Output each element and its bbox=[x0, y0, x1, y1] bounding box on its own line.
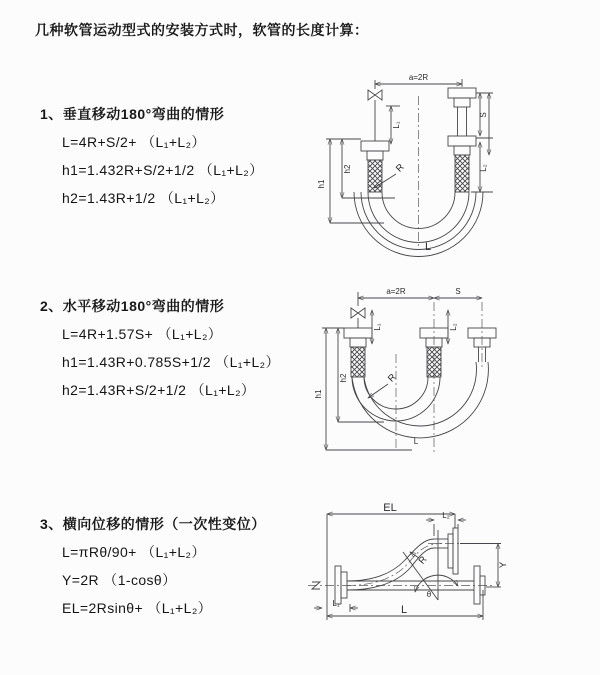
formula-line: L=4R+1.57S+ （L₁+L₂） bbox=[62, 326, 223, 342]
formula-line: EL=2Rsinθ+ （L₁+L₂） bbox=[62, 600, 213, 616]
dim-label-l2: L₂ bbox=[479, 164, 488, 172]
left-pipe bbox=[361, 100, 389, 192]
straight-pipe bbox=[347, 566, 485, 604]
diagram-vertical-180-bend bbox=[310, 66, 592, 260]
right-pipe bbox=[448, 88, 476, 192]
left-pipe bbox=[344, 328, 372, 377]
section-vertical-move bbox=[40, 100, 264, 212]
length-label: L bbox=[424, 241, 432, 253]
dimension-h1 bbox=[314, 328, 412, 450]
radius-label: R bbox=[385, 371, 399, 385]
radius-label: R bbox=[393, 161, 407, 175]
section-horizontal-move bbox=[40, 292, 280, 404]
dimension-l2 bbox=[426, 511, 466, 536]
dimension-a2r bbox=[358, 287, 434, 306]
dimension-y bbox=[460, 544, 509, 588]
dim-label-a2r: a=2R bbox=[408, 73, 429, 82]
section-1-heading: 1、垂直移动180°弯曲的情形 bbox=[40, 106, 225, 122]
radius-label: R bbox=[416, 554, 430, 567]
dim-label-h1: h1 bbox=[314, 389, 323, 399]
radius-leader bbox=[368, 372, 399, 398]
dim-label-h2: h2 bbox=[343, 164, 352, 174]
dimension-l1 bbox=[386, 106, 401, 144]
valve-icon bbox=[368, 90, 382, 100]
dim-label-a2r: a=2R bbox=[386, 287, 406, 296]
formula-line: h2=1.43R+S/2+1/2 （L₁+L₂） bbox=[62, 382, 256, 398]
angle-construction bbox=[403, 530, 458, 600]
formula-line: Y=2R （1-cosθ） bbox=[62, 572, 177, 588]
dimension-s bbox=[434, 287, 482, 298]
dimension-a2r bbox=[375, 73, 462, 89]
dimension-l2 bbox=[471, 142, 493, 192]
formula-line: h2=1.43R+1/2 （L₁+L₂） bbox=[62, 190, 225, 206]
dim-label-l1: L₁ bbox=[392, 121, 401, 129]
dim-label-y: Y bbox=[498, 561, 509, 569]
dimension-l1 bbox=[372, 310, 382, 344]
dimension-el bbox=[327, 502, 455, 620]
middle-pipe bbox=[420, 328, 448, 377]
dimension-l2 bbox=[448, 310, 458, 344]
length-label: L bbox=[413, 437, 419, 446]
formula-line: L=πRθ/90+ （L₁+L₂） bbox=[62, 544, 206, 560]
hose-u-arcs bbox=[352, 362, 488, 438]
page-title: 几种软管运动型式的安装方式时，软管的长度计算： bbox=[35, 22, 369, 38]
dim-label-h2: h2 bbox=[339, 373, 348, 383]
angle-label: θ bbox=[426, 590, 432, 599]
valve-icon bbox=[351, 308, 365, 328]
section-3-heading: 3、横向位移的情形（一次性变位） bbox=[40, 516, 266, 532]
dim-label-h1: h1 bbox=[317, 179, 326, 189]
dimension-l1 bbox=[314, 599, 358, 612]
section-lateral-displacement bbox=[40, 510, 266, 622]
dim-label-l2: L₂ bbox=[442, 511, 450, 520]
dim-label-l1: L₁ bbox=[373, 323, 382, 331]
dimension-s bbox=[476, 93, 493, 155]
formula-line: h1=1.432R+S/2+1/2 （L₁+L₂） bbox=[62, 162, 264, 178]
dim-label-l1: L₁ bbox=[332, 599, 340, 608]
diagram-lateral-displacement bbox=[302, 498, 598, 652]
dim-label-l2: L₂ bbox=[449, 323, 458, 331]
section-2-heading: 2、水平移动180°弯曲的情形 bbox=[40, 298, 225, 314]
formula-line: h1=1.43R+0.785S+1/2 （L₁+L₂） bbox=[62, 354, 280, 370]
dim-label-l: L bbox=[400, 604, 408, 616]
formula-line: L=4R+S/2+ （L₁+L₂） bbox=[62, 134, 206, 150]
dim-label-s: S bbox=[479, 112, 488, 118]
centerline bbox=[396, 302, 482, 454]
diagram-horizontal-180-bend bbox=[312, 282, 594, 464]
dim-label-s: S bbox=[455, 287, 461, 296]
dim-label-el: EL bbox=[383, 502, 397, 514]
